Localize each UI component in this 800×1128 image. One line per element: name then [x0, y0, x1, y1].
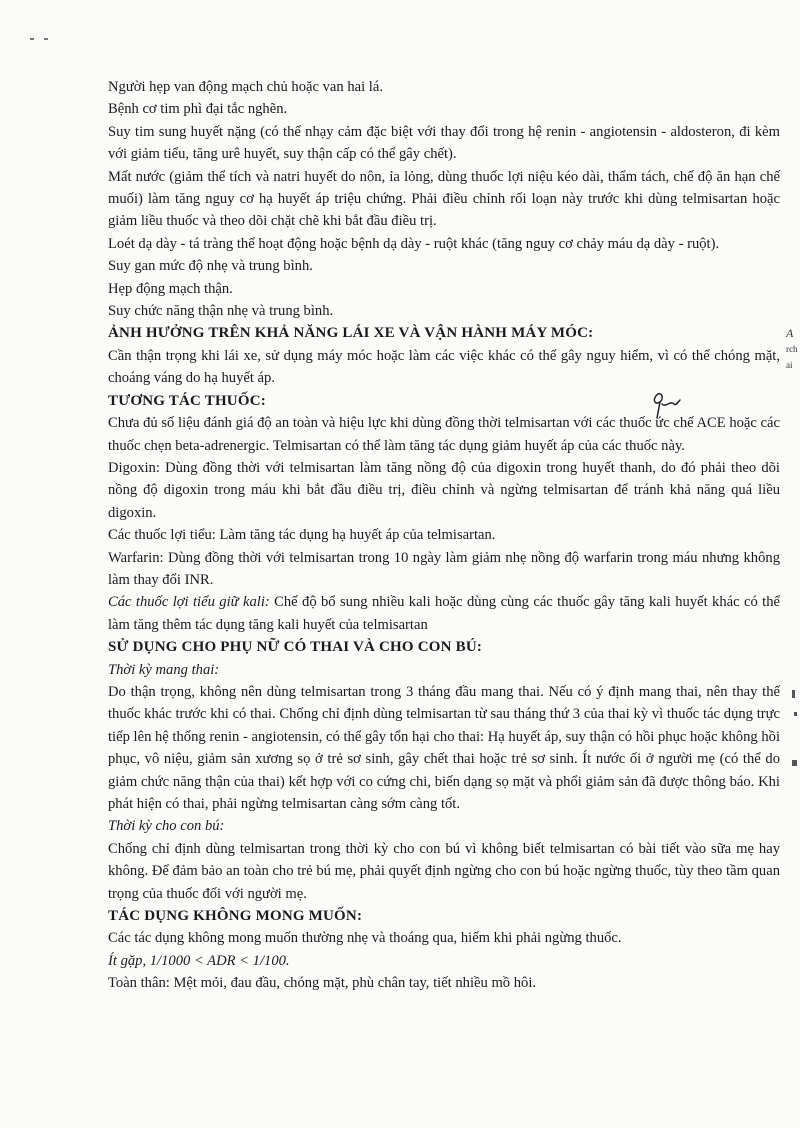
paragraph: Các tác dụng không mong muốn thường nhẹ và thoáng qua, hiếm khi phải ngừng thuốc.: [108, 930, 622, 947]
section-heading: TƯƠNG TÁC THUỐC:: [108, 392, 266, 409]
paragraph: Hẹp động mạch thận.: [108, 280, 233, 297]
paragraph: Do thận trọng, không nên dùng telmisartan trong 3 tháng đầu mang thai. Nếu có ý định mang thai, nên thay thế thuốc khác trước khi có thai. Chống chỉ định dùng telmisartan từ sau tháng thứ 3 của thai kỳ vì thuốc tác dụng trực tiếp lên hệ thống renin - angiotensin, có thể gây tổn hại cho thai: Hạ huyết áp, suy thận có hồi phục hoặc không hồi phục, vô niệu, giảm sản xương sọ ở trẻ sơ sinh, gây chết thai hoặc trẻ sơ sinh. Ít nước ối ở người mẹ (có thể do giảm chức năng thận của thai) kết hợp với co cứng chi, biến dạng sọ mặt và phổi giảm sản đã được thông báo. Khi phát hiện có thai, phải ngừng telmisartan càng sớm càng tốt.: [108, 683, 780, 812]
margin-mark: rch: [786, 344, 798, 354]
paragraph: Người hẹp van động mạch chủ hoặc van hai lá.: [108, 79, 383, 95]
subheading: Thời kỳ cho con bú:: [108, 818, 225, 835]
paragraph: Chưa đủ số liệu đánh giá độ an toàn và hiệu lực khi dùng đồng thời telmisartan với các thuốc ức chế ACE hoặc các thuốc chẹn beta-adrenergic. Telmisartan có thể làm tăng tác dụng giảm huyết áp của các thuốc này.: [108, 415, 780, 454]
paragraph: Loét dạ dày - tá tràng thể hoạt động hoặc bệnh dạ dày - ruột khác (tăng nguy cơ chảy máu dạ dày - ruột).: [108, 235, 720, 252]
subheading: Ít gặp, 1/1000 < ADR < 1/100.: [108, 952, 290, 969]
section-heading: ẢNH HƯỞNG TRÊN KHẢ NĂNG LÁI XE VÀ VẬN HÀNH MÁY MÓC:: [108, 325, 594, 342]
section-heading: TÁC DỤNG KHÔNG MONG MUỐN:: [108, 908, 363, 925]
paragraph: Bệnh cơ tim phì đại tắc nghẽn.: [108, 101, 288, 118]
margin-mark: ai: [786, 360, 793, 370]
subheading: Thời kỳ mang thai:: [108, 661, 220, 678]
scan-speck: [792, 760, 797, 766]
handwritten-signature: [648, 388, 684, 422]
scan-speck: [792, 690, 795, 698]
paragraph: Mất nước (giảm thể tích và natri huyết do nôn, ỉa lỏng, dùng thuốc lợi niệu kéo dài, thẩm tách, chế độ ăn hạn chế muối) làm tăng nguy cơ hạ huyết áp triệu chứng. Phải điều chỉnh rối loạn này trước khi dùng telmisartan hoặc giảm liều thuốc và theo dõi chặt chẽ khi bắt đầu điều trị.: [108, 168, 780, 230]
document-body: [108, 76, 780, 995]
paragraph: Digoxin: Dùng đồng thời với telmisartan làm tăng nồng độ của digoxin trong huyết thanh, do đó phải theo dõi nồng độ digoxin trong máu khi bắt đầu điều trị, điều chỉnh và ngừng telmisartan để tránh khả năng quá liều digoxin.: [108, 459, 780, 521]
section-heading: SỬ DỤNG CHO PHỤ NỮ CÓ THAI VÀ CHO CON BÚ:: [108, 639, 483, 656]
paragraph: Các thuốc lợi tiểu: Làm tăng tác dụng hạ huyết áp của telmisartan.: [108, 527, 496, 544]
paragraph-lead: Các thuốc lợi tiểu giữ kali:: [108, 594, 270, 611]
paragraph-text: Chế độ bổ sung nhiều kali hoặc dùng cùng các thuốc gây tăng kali huyết khác có thể làm tăng thêm tác dụng tăng kali huyết của telmisartan: [108, 594, 780, 633]
paragraph: Toàn thân: Mệt mỏi, đau đầu, chóng mặt, phù chân tay, tiết nhiều mồ hôi.: [108, 975, 537, 992]
paragraph: [108, 591, 780, 636]
paragraph: Suy chức năng thận nhẹ và trung bình.: [108, 303, 334, 320]
scan-speck: [30, 38, 34, 40]
paragraph: Suy tim sung huyết nặng (có thể nhạy cảm đặc biệt với thay đổi trong hệ renin - angiotensin - aldosteron, đi kèm với giảm tiểu, tăng urê huyết, suy thận cấp có thể gây chết).: [108, 123, 780, 163]
paragraph: Chống chỉ định dùng telmisartan trong thời kỳ cho con bú vì không biết telmisartan có bài tiết vào sữa mẹ hay không. Để đảm bảo an toàn cho trẻ bú mẹ, phải quyết định ngừng cho con bú hoặc ngừng thuốc, tùy theo tầm quan trọng của thuốc đối với người mẹ.: [108, 840, 780, 902]
scan-speck: [794, 712, 797, 716]
margin-mark: A: [786, 326, 794, 340]
paragraph: Cần thận trọng khi lái xe, sử dụng máy móc hoặc làm các việc khác có thể gây nguy hiểm, vì có thể chóng mặt, choáng váng do hạ huyết áp.: [108, 347, 780, 387]
scan-speck: [44, 38, 48, 40]
paragraph: Suy gan mức độ nhẹ và trung bình.: [108, 258, 313, 275]
paragraph: Warfarin: Dùng đồng thời với telmisartan trong 10 ngày làm giảm nhẹ nồng độ warfarin trong máu nhưng không làm thay đổi INR.: [108, 549, 780, 588]
